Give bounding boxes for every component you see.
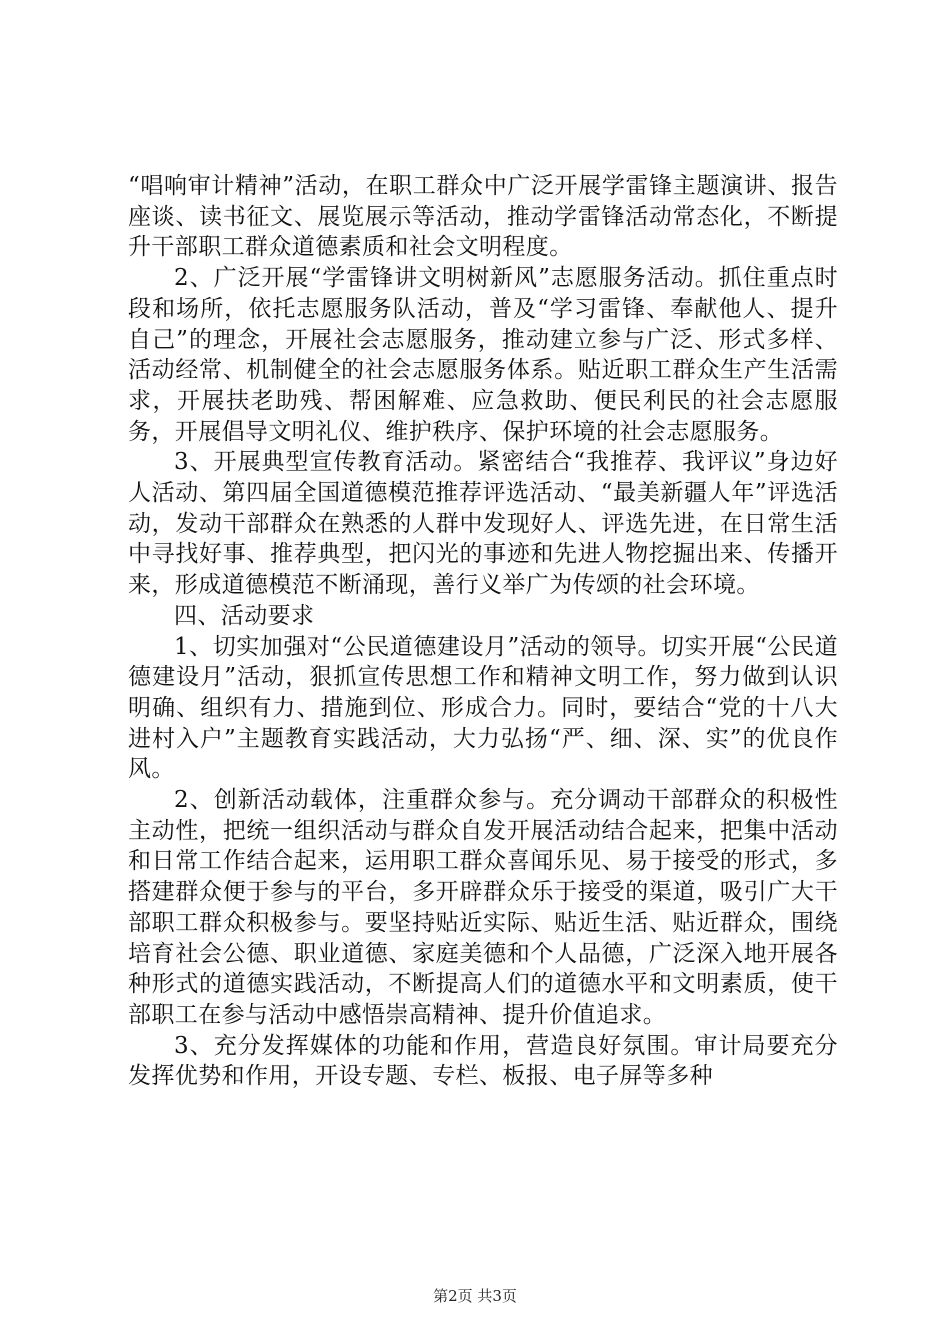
paragraph-media-role: 3、充分发挥媒体的功能和作用，营造良好氛围。审计局要充分发挥优势和作用，开设专题、专栏、板报、电子屏等多种 (128, 1032, 838, 1090)
page-footer: 第2页 共3页 (433, 1287, 517, 1305)
paragraph-innovation: 2、创新活动载体，注重群众参与。充分调动干部群众的积极性主动性，把统一组织活动与群众自发开展活动结合起来，把集中活动和日常工作结合起来，运用职工群众喜闻乐见、易于接受的形式，多搭建群众便于参与的平台，多开辟群众乐于接受的渠道，吸引广大干部职工群众积极参与。要坚持贴近实际、贴近生活、贴近群众，围绕培育社会公德、职业道德、家庭美德和个人品德，广泛深入地开展各种形式的道德实践活动，不断提高人们的道德水平和文明素质，使干部职工在参与活动中感悟崇高精神、提升价值追求。 (128, 787, 838, 1028)
paragraph-volunteer-service: 2、广泛开展“学雷锋讲文明树新风”志愿服务活动。抓住重点时段和场所，依托志愿服务队活动，普及“学习雷锋、奉献他人、提升自己”的理念，开展社会志愿服务，推动建立参与广泛、形式多样、活动经常、机制健全的社会志愿服务体系。贴近职工群众生产生活需求，开展扶老助残、帮困解难、应急救助、便民利民的社会志愿服务，开展倡导文明礼仪、维护秩序、保护环境的社会志愿服务。 (128, 265, 838, 445)
section-heading-requirements: 四、活动要求 (174, 602, 315, 629)
paragraph-leadership: 1、切实加强对“公民道德建设月”活动的领导。切实开展“公民道德建设月”活动，狠抓宣传思想工作和精神文明工作，努力做到认识明确、组织有力、措施到位、形成合力。同时，要结合“党的十八大进村入户”主题教育实践活动，大力弘扬“严、细、深、实”的优良作风。 (128, 633, 838, 783)
paragraph-typical-publicity: 3、开展典型宣传教育活动。紧密结合“我推荐、我评议”身边好人活动、第四届全国道德模范推荐评选活动、“最美新疆人年”评选活动，发动干部群众在熟悉的人群中发现好人、评选先进，在日常生活中寻找好事、推荐典型，把闪光的事迹和先进人物挖掘出来、传播开来，形成道德模范不断涌现，善行义举广为传颂的社会环境。 (128, 449, 838, 599)
document-body (128, 171, 838, 1092)
paragraph-continuation: “唱响审计精神”活动，在职工群众中广泛开展学雷锋主题演讲、报告座谈、读书征文、展览展示等活动，推动学雷锋活动常态化，不断提升干部职工群众道德素质和社会文明程度。 (128, 173, 838, 261)
